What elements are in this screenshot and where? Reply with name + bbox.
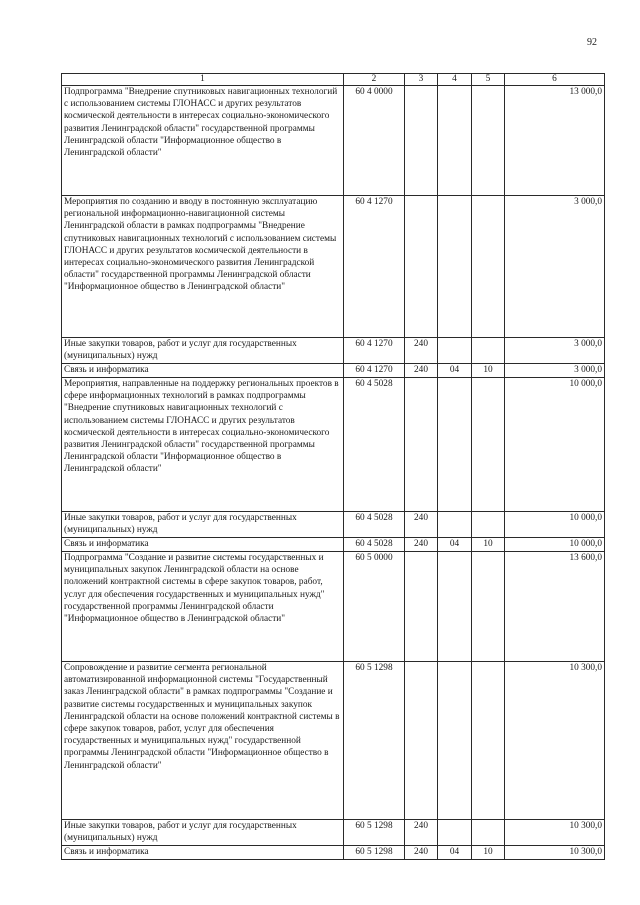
row-vr: 240: [405, 846, 438, 860]
row-name: Связь и информатика: [62, 538, 344, 552]
table-row: [62, 338, 605, 364]
header-cell-vr: 3: [405, 74, 438, 86]
row-code: 60 4 5028: [344, 378, 405, 512]
row-name: Иные закупки товаров, работ и услуг для государственных (муниципальных) нужд: [62, 338, 344, 364]
row-rz: 04: [438, 364, 472, 378]
table-row: [62, 538, 605, 552]
row-pr: [472, 552, 505, 662]
row-code: 60 4 1270: [344, 196, 405, 338]
row-name: Иные закупки товаров, работ и услуг для государственных (муниципальных) нужд: [62, 820, 344, 846]
row-vr: [405, 378, 438, 512]
row-code: 60 4 1270: [344, 364, 405, 378]
row-vr: 240: [405, 820, 438, 846]
row-sum: 10 300,0: [505, 662, 605, 820]
table-row: [62, 662, 605, 820]
row-sum: 10 300,0: [505, 820, 605, 846]
row-name: Связь и информатика: [62, 846, 344, 860]
table-row: [62, 552, 605, 662]
row-pr: [472, 512, 505, 538]
row-code: 60 5 1298: [344, 820, 405, 846]
row-sum: 10 000,0: [505, 378, 605, 512]
row-name: Сопровождение и развитие сегмента региональной автоматизированной информационной системы "Государственный заказ Ленинградской области" в рамках подпрограммы "Создание и развитие системы государственных и муниципальных закупок Ленинградской области на основе положений контрактной системы в сфере закупок товаров, работ, услуг для обеспечения государственных и муниципальных нужд" государственной программы Ленинградской области "Информационное общество в Ленинградской области": [62, 662, 344, 820]
row-code: 60 4 5028: [344, 512, 405, 538]
row-vr: 240: [405, 512, 438, 538]
row-pr: [472, 820, 505, 846]
table-row: [62, 378, 605, 512]
row-name: Подпрограмма "Внедрение спутниковых навигационных технологий с использованием системы ГЛОНАСС и других результатов космической деятельности в интересах социально-экономического развития Ленинградской области" государственной программы Ленинградской области "Информационное общество в Ленинградской области": [62, 86, 344, 196]
row-code: 60 5 0000: [344, 552, 405, 662]
row-vr: 240: [405, 364, 438, 378]
row-sum: 13 600,0: [505, 552, 605, 662]
row-name: Иные закупки товаров, работ и услуг для государственных (муниципальных) нужд: [62, 512, 344, 538]
row-sum: 10 300,0: [505, 846, 605, 860]
row-vr: [405, 196, 438, 338]
row-rz: 04: [438, 846, 472, 860]
row-code: 60 5 1298: [344, 846, 405, 860]
row-pr: [472, 196, 505, 338]
header-cell-rz: 4: [438, 74, 472, 86]
row-rz: [438, 378, 472, 512]
row-pr: 10: [472, 846, 505, 860]
table-row: [62, 512, 605, 538]
row-rz: [438, 512, 472, 538]
table-row: [62, 86, 605, 196]
row-name: Мероприятия, направленные на поддержку региональных проектов в сфере информационных технологий в рамках подпрограммы "Внедрение спутниковых навигационных технологий с использованием системы ГЛОНАСС и других результатов космической деятельности в интересах социально-экономического развития Ленинградской области" государственной программы Ленинградской области "Информационное общество в Ленинградской области": [62, 378, 344, 512]
row-vr: 240: [405, 538, 438, 552]
row-rz: [438, 338, 472, 364]
row-vr: [405, 662, 438, 820]
row-code: 60 4 5028: [344, 538, 405, 552]
row-pr: [472, 662, 505, 820]
row-name: Мероприятия по созданию и вводу в постоянную эксплуатацию региональной информационно-навигационной системы Ленинградской области в рамках подпрограммы "Внедрение спутниковых навигационных технологий с использованием системы ГЛОНАСС и других результатов космической деятельности в интересах социально-экономического развития Ленинградской области" государственной программы Ленинградской области "Информационное общество в Ленинградской области": [62, 196, 344, 338]
row-sum: 10 000,0: [505, 512, 605, 538]
row-name: Связь и информатика: [62, 364, 344, 378]
row-code: 60 4 0000: [344, 86, 405, 196]
header-row: [62, 74, 605, 86]
row-vr: 240: [405, 338, 438, 364]
row-pr: 10: [472, 364, 505, 378]
header-cell-sum: 6: [505, 74, 605, 86]
table-row: [62, 364, 605, 378]
row-sum: 3 000,0: [505, 196, 605, 338]
row-rz: [438, 820, 472, 846]
table-row: [62, 846, 605, 860]
page-number: 92: [587, 37, 597, 48]
header-cell-code: 2: [344, 74, 405, 86]
row-rz: [438, 662, 472, 820]
header-cell-name: 1: [62, 74, 344, 86]
row-pr: [472, 338, 505, 364]
row-name: Подпрограмма "Создание и развитие системы государственных и муниципальных закупок Ленинградской области на основе положений контрактной системы в сфере закупок товаров, работ, услуг для обеспечения государственных и муниципальных нужд" государственной программы Ленинградской области "Информационное общество в Ленинградской области": [62, 552, 344, 662]
row-sum: 10 000,0: [505, 538, 605, 552]
budget-table: [61, 73, 605, 860]
row-code: 60 4 1270: [344, 338, 405, 364]
row-rz: [438, 552, 472, 662]
row-vr: [405, 86, 438, 196]
row-sum: 13 000,0: [505, 86, 605, 196]
row-rz: 04: [438, 538, 472, 552]
row-sum: 3 000,0: [505, 338, 605, 364]
table-row: [62, 820, 605, 846]
row-rz: [438, 196, 472, 338]
row-code: 60 5 1298: [344, 662, 405, 820]
row-pr: [472, 86, 505, 196]
row-pr: [472, 378, 505, 512]
row-sum: 3 000,0: [505, 364, 605, 378]
row-rz: [438, 86, 472, 196]
header-cell-pr: 5: [472, 74, 505, 86]
row-pr: 10: [472, 538, 505, 552]
row-vr: [405, 552, 438, 662]
table-row: [62, 196, 605, 338]
